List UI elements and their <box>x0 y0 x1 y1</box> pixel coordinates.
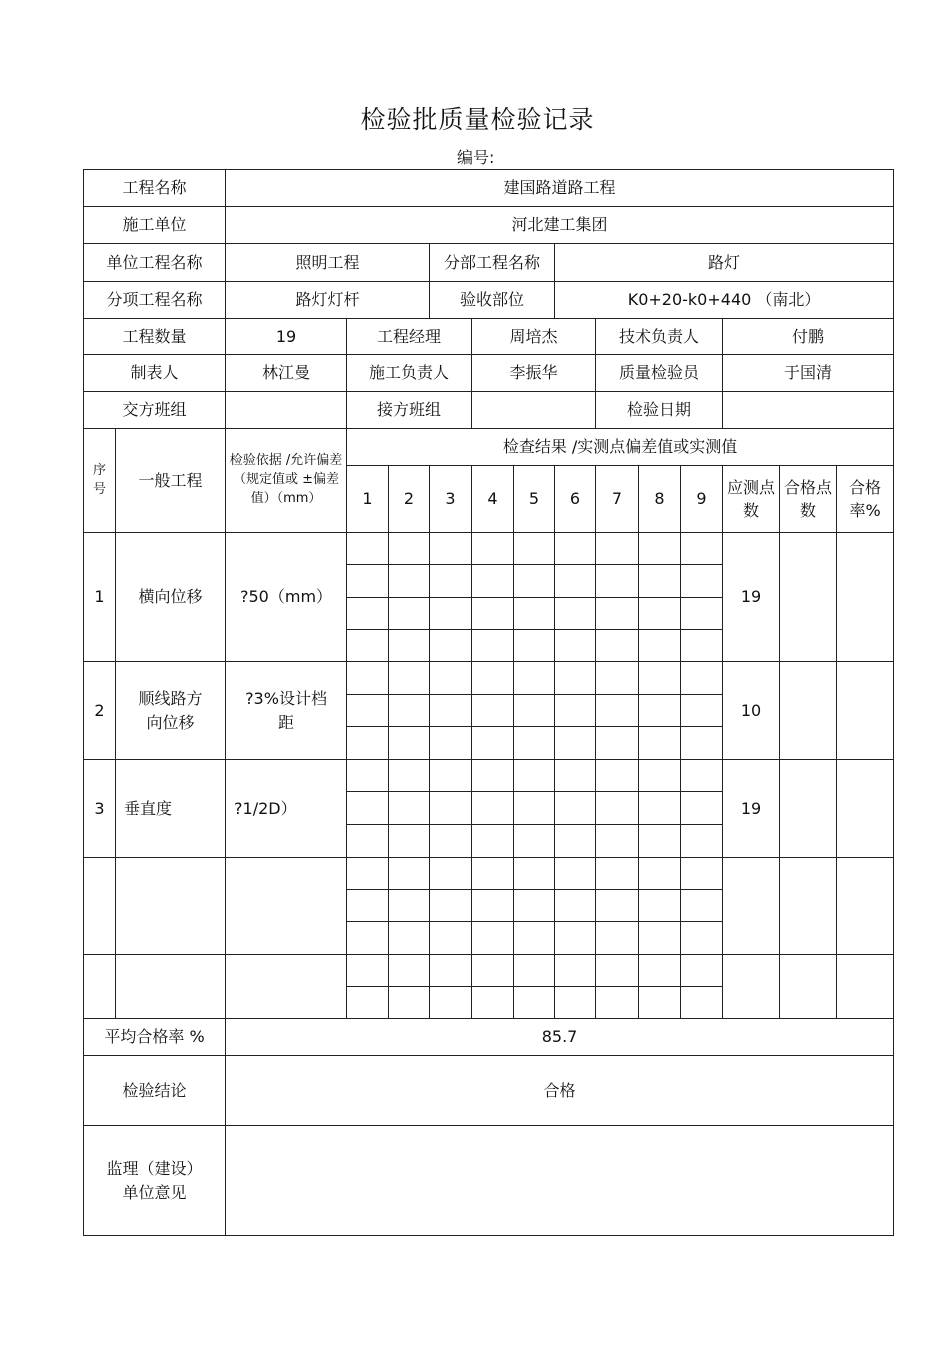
item-name: 横向位移 <box>116 533 226 662</box>
handover-team-label: 交方班组 <box>84 392 226 429</box>
seq-header: 序 号 <box>84 429 116 533</box>
point-col-9: 9 <box>681 466 723 533</box>
point-col-6: 6 <box>555 466 596 533</box>
avg-pass-rate-value: 85.7 <box>226 1019 894 1056</box>
item-basis: ?50（mm） <box>226 533 347 662</box>
conclusion-label: 检验结论 <box>84 1056 226 1126</box>
passed-points-header: 合格点数 <box>780 466 837 533</box>
page-title: 检验批质量检验记录 <box>360 105 595 134</box>
unit-project-value: 照明工程 <box>226 244 430 282</box>
quantity-value: 19 <box>226 319 347 355</box>
site-lead-value: 李振华 <box>472 355 596 392</box>
tech-lead-value: 付鹏 <box>723 319 894 355</box>
tech-lead-label: 技术负责人 <box>596 319 723 355</box>
item-basis: ?1/2D） <box>226 760 347 858</box>
subitem-value: 路灯灯杆 <box>226 282 430 319</box>
acceptance-part-label: 验收部位 <box>430 282 555 319</box>
manager-label: 工程经理 <box>347 319 472 355</box>
avg-pass-rate-label: 平均合格率 % <box>84 1019 226 1056</box>
unit-project-label: 单位工程名称 <box>84 244 226 282</box>
subitem-label: 分项工程名称 <box>84 282 226 319</box>
item-seq: 1 <box>84 533 116 662</box>
point-col-1: 1 <box>347 466 389 533</box>
point-col-8: 8 <box>639 466 681 533</box>
supervisor-opinion-value <box>226 1126 894 1236</box>
should-measure-header: 应测点数 <box>723 466 780 533</box>
basis-header: 检验依据 /允许偏差（规定值或 ±偏差值）（mm） <box>226 429 347 533</box>
point-col-3: 3 <box>430 466 472 533</box>
inspector-value: 于国清 <box>723 355 894 392</box>
supervisor-opinion-label: 监理（建设）单位意见 <box>84 1126 226 1236</box>
table-row <box>84 760 894 792</box>
acceptance-part-value: K0+20-k0+440 （南北） <box>555 282 894 319</box>
item-passed <box>780 533 837 662</box>
preparer-label: 制表人 <box>84 355 226 392</box>
point-col-5: 5 <box>514 466 555 533</box>
point-col-4: 4 <box>472 466 514 533</box>
point-col-2: 2 <box>389 466 430 533</box>
item-passed <box>780 662 837 760</box>
item-should-measure: 10 <box>723 662 780 760</box>
item-rate <box>837 533 894 662</box>
conclusion-value: 合格 <box>226 1056 894 1126</box>
table-row <box>84 955 894 987</box>
division-value: 路灯 <box>555 244 894 282</box>
serial-number-label: 编号: <box>457 148 495 167</box>
quantity-label: 工程数量 <box>84 319 226 355</box>
results-header: 检查结果 /实测点偏差值或实测值 <box>347 429 894 466</box>
handover-team-value <box>226 392 347 429</box>
inspection-date-label: 检验日期 <box>596 392 723 429</box>
inspection-date-value <box>723 392 894 429</box>
receiver-team-value <box>472 392 596 429</box>
table-row <box>84 858 894 890</box>
item-rate <box>837 662 894 760</box>
site-lead-label: 施工负责人 <box>347 355 472 392</box>
manager-value: 周培杰 <box>472 319 596 355</box>
table-row <box>84 533 894 565</box>
preparer-value: 林江曼 <box>226 355 347 392</box>
inspector-label: 质量检验员 <box>596 355 723 392</box>
item-basis: ?3%设计档距 <box>226 662 347 760</box>
item-rate <box>837 760 894 858</box>
item-name: 垂直度 <box>116 760 226 858</box>
item-should-measure: 19 <box>723 533 780 662</box>
receiver-team-label: 接方班组 <box>347 392 472 429</box>
item-seq: 3 <box>84 760 116 858</box>
item-should-measure: 19 <box>723 760 780 858</box>
item-passed <box>780 760 837 858</box>
contractor-value: 河北建工集团 <box>226 207 894 244</box>
general-item-header: 一般工程 <box>116 429 226 533</box>
point-col-7: 7 <box>596 466 639 533</box>
inspection-record-table <box>83 169 894 1236</box>
table-row <box>84 662 894 695</box>
division-label: 分部工程名称 <box>430 244 555 282</box>
item-name: 顺线路方向位移 <box>116 662 226 760</box>
item-seq: 2 <box>84 662 116 760</box>
pass-rate-header: 合格率% <box>837 466 894 533</box>
project-name-value: 建国路道路工程 <box>226 170 894 207</box>
contractor-label: 施工单位 <box>84 207 226 244</box>
project-name-label: 工程名称 <box>84 170 226 207</box>
